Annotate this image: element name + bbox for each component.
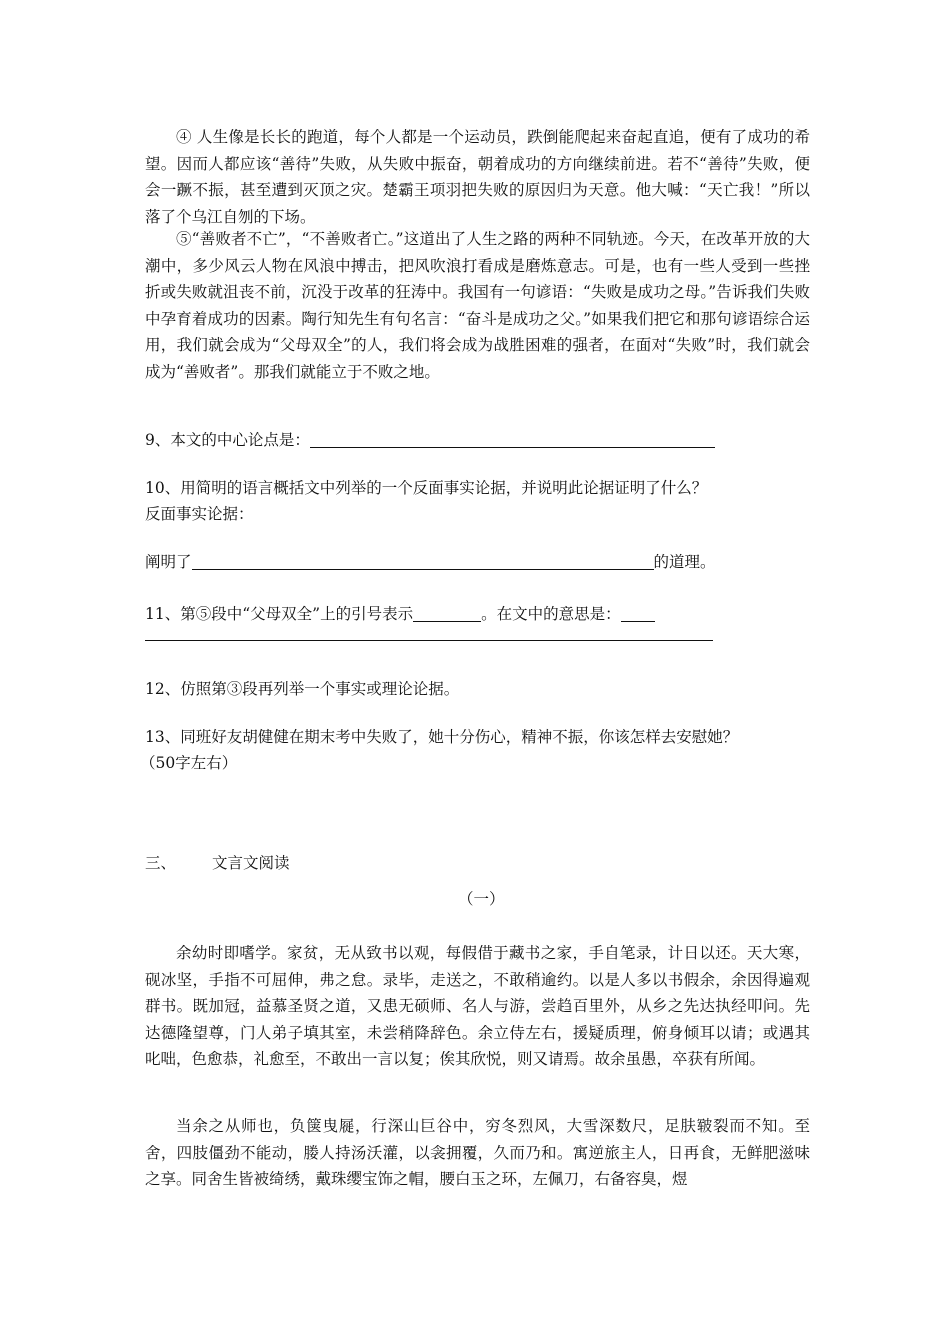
question-13-note: （50字左右） (140, 754, 238, 772)
question-9-text: 9、本文的中心论点是： (145, 431, 310, 449)
classical-paragraph-1: 余幼时即嗜学。家贫，无从致书以观，每假借于藏书之家，手自笔录，计日以还。天大寒，砚冰坚，手指不可屈伸，弗之怠。录毕，走送之，不敢稍逾约。以是人多以书假余，余因得遍观群书。既加冠，益慕圣贤之道，又患无硕师、名人与游，尝趋百里外，从乡之先达执经叩问。先达德隆望尊，门人弟子填其室，未尝稍降辞色。余立侍左右，援疑质理，俯身倾耳以请；或遇其叱咄，色愈恭，礼愈至，不敢出一言以复；俟其欣悦，则又请焉。故余虽愚，卒获有所闻。 (145, 944, 810, 1069)
question-11 (145, 602, 810, 624)
question-9 (145, 428, 810, 450)
section-3-subtitle: （一） (458, 890, 505, 908)
question-10-prefix: 阐明了 (145, 553, 192, 571)
answer-blank[interactable] (621, 603, 655, 622)
question-10-suffix: 的道理。 (653, 553, 716, 571)
question-11-text-b: 。在文中的意思是： (481, 605, 621, 623)
question-10-sub: 反面事实论据： (145, 505, 254, 523)
section-3-title: 文言文阅读 (212, 854, 290, 872)
passage-paragraph-5: ⑤“善败者不亡”，“不善败者亡。”这道出了人生之路的两种不同轨迹。今天，在改革开放的大潮中，多少风云人物在风浪中搏击，把风吹浪打看成是磨炼意志。可是，也有一些人受到一些挫折或失败就沮丧不前，沉没于改革的狂涛中。我国有一句谚语：“失败是成功之母。”告诉我们失败中孕育着成功的因素。陶行知先生有句名言：“奋斗是成功之父。”如果我们把它和那句谚语综合运用，我们就会成为“父母双全”的人，我们将会成为战胜困难的强者，在面对“失败”时，我们就会成为“善败者”。那我们就能立于不败之地。 (145, 230, 810, 381)
classical-paragraph-2: 当余之从师也，负箧曳屣，行深山巨谷中，穷冬烈风，大雪深数尺，足肤皲裂而不知。至舍，四肢僵劲不能动，媵人持汤沃灌，以衾拥覆，久而乃和。寓逆旅主人，日再食，无鲜肥滋味之享。同舍生皆被绮绣，戴珠缨宝饰之帽，腰白玉之环，左佩刀，右备容臭，煜 (145, 1117, 810, 1189)
answer-line[interactable] (145, 640, 713, 641)
question-10-conclusion (145, 550, 810, 572)
question-11-text-a: 11、第⑤段中“父母双全”上的引号表示 (145, 605, 414, 623)
section-3-number: 三、 (145, 854, 177, 872)
question-13: 13、同班好友胡健健在期末考中失败了，她十分伤心，精神不振，你该怎样去安慰她？ (145, 728, 739, 746)
passage-paragraph-4: ④ 人生像是长长的跑道，每个人都是一个运动员，跌倒能爬起来奋起直追，便有了成功的希望。因而人都应该“善待”失败，从失败中振奋，朝着成功的方向继续前进。若不“善待”失败，便会一蹶不振，甚至遭到灭顶之灾。楚霸王项羽把失败的原因归为天意。他大喊：“天亡我！”所以落了个乌江自刎的下场。 (145, 128, 810, 226)
question-12: 12、仿照第③段再列举一个事实或理论论据。 (145, 680, 460, 698)
answer-blank[interactable] (310, 429, 715, 448)
question-10: 10、用简明的语言概括文中列举的一个反面事实论据，并说明此论据证明了什么？ (145, 479, 708, 497)
answer-blank[interactable] (413, 603, 481, 622)
answer-blank[interactable] (192, 551, 654, 570)
